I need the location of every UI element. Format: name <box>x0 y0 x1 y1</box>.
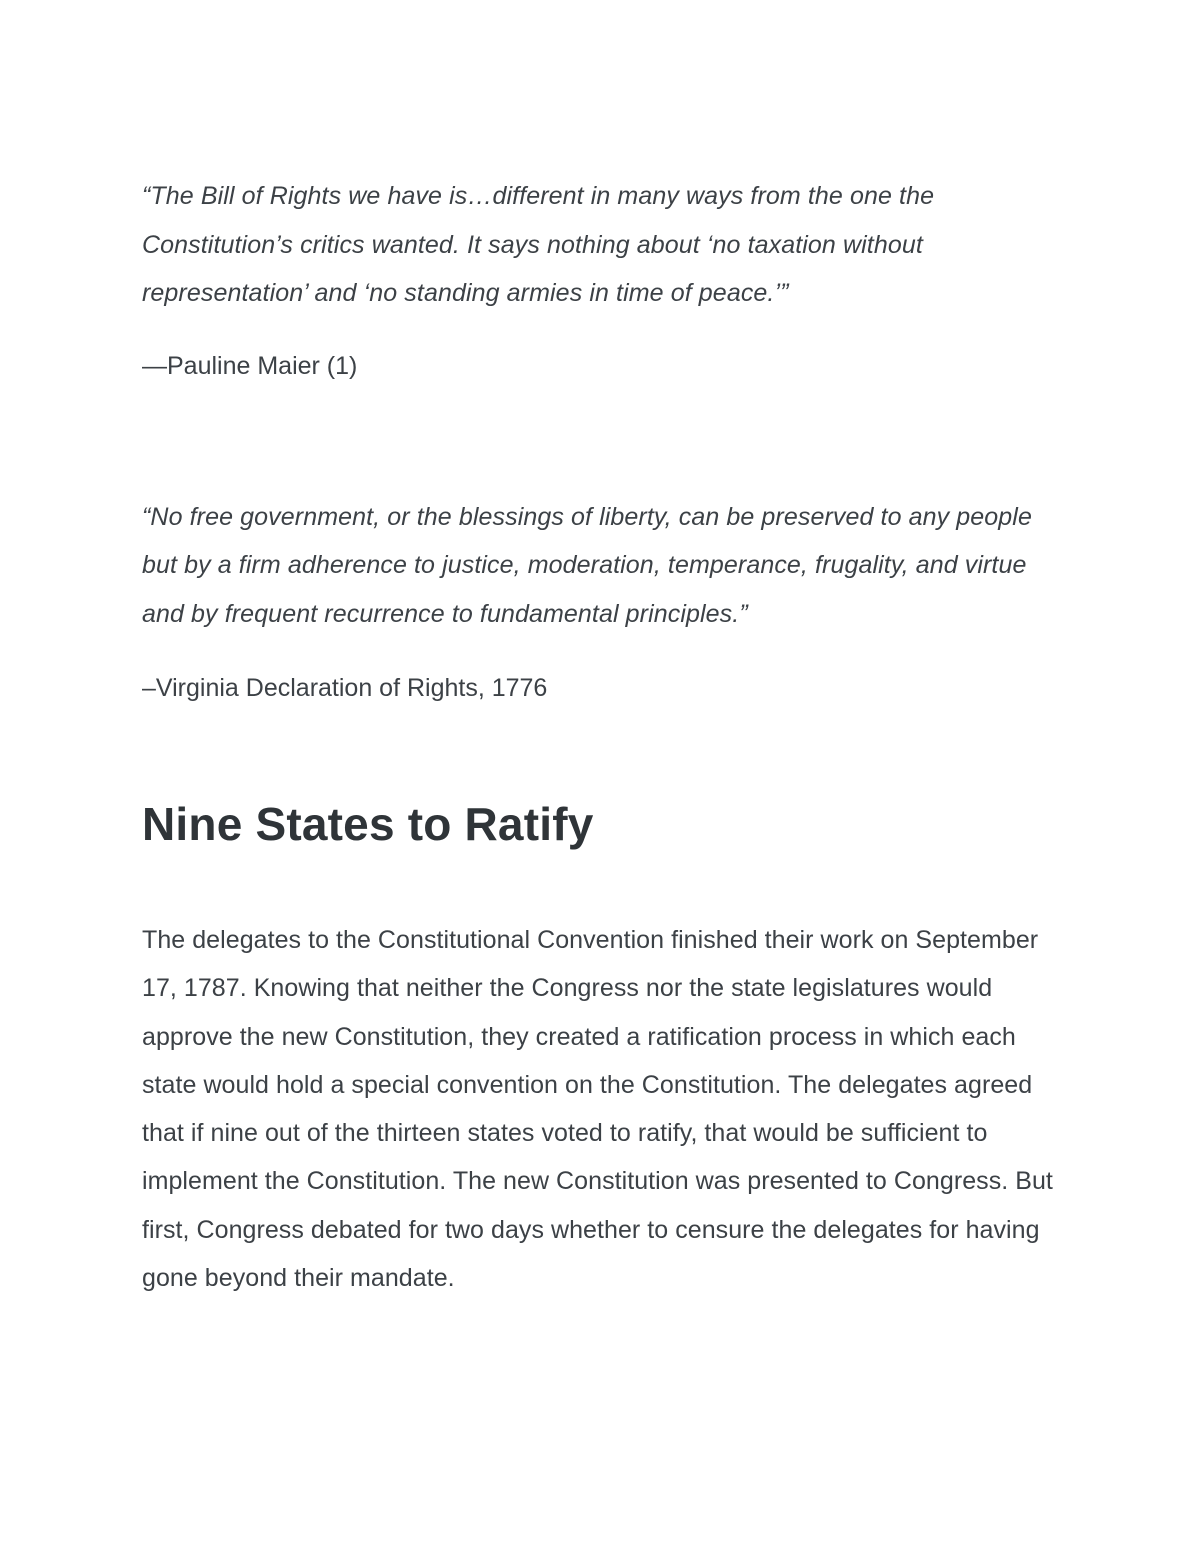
quote-text: “The Bill of Rights we have is…different in many ways from the one the Constitution’s critics wanted. It says nothing about ‘no taxation without representation’ and ‘no standing armies in time of peace.’” <box>142 182 935 307</box>
quote-text: “No free government, or the blessings of liberty, can be preserved to any people but by a firm adherence to justice, moderation, temperance, frugality, and virtue and by frequent recurrence to fundamental principles.” <box>142 502 1032 628</box>
epigraph-quote-maier <box>142 172 1062 390</box>
epigraph-quote-virginia <box>142 493 1062 713</box>
quote-attribution: —Pauline Maier (1) <box>142 351 358 380</box>
body-paragraph: The delegates to the Constitutional Convention finished their work on September 17, 1787. Knowing that neither the Congress nor the state legislatures would approve the new Constitution, they created a ratification process in which each state would hold a special convention on the Constitution. The delegates agreed that if nine out of the thirteen states voted to ratify, that would be sufficient to implement the Constitution. The new Constitution was presented to Congress. But first, Congress debated for two days whether to censure the delegates for having gone beyond their mandate. <box>142 926 1053 1293</box>
document-page <box>142 172 1062 1302</box>
quote-attribution: –Virginia Declaration of Rights, 1776 <box>142 674 548 702</box>
section-heading: Nine States to Ratify <box>142 798 594 850</box>
